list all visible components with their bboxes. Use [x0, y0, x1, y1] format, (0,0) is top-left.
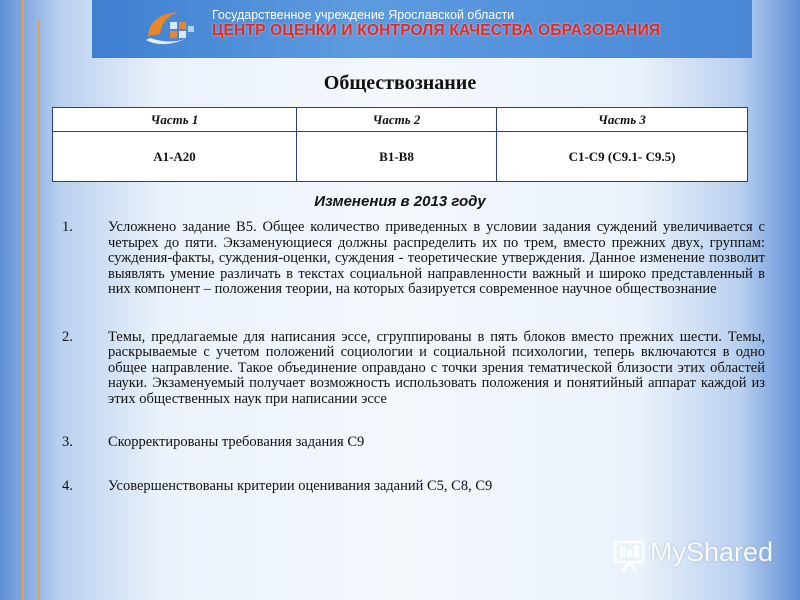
- list-item-number: 2.: [62, 328, 73, 345]
- list-item: [62, 479, 765, 495]
- decorative-line: [38, 20, 40, 600]
- table-cell: А1-А20: [53, 132, 297, 182]
- page-title: Обществознание: [323, 72, 477, 94]
- list-item-number: 3.: [62, 434, 73, 450]
- parts-table: [52, 107, 748, 182]
- presentation-icon: [612, 536, 646, 574]
- list-item-text: Усовершенствованы критерии оценивания заданий С5, С8, С9: [108, 477, 493, 494]
- center-logo-icon: [140, 6, 202, 52]
- list-item-text: Скорректированы требования задания С9: [108, 434, 365, 450]
- table-header-row: [53, 108, 748, 132]
- table-header-cell: Часть 3: [497, 108, 748, 132]
- section-title: Изменения в 2013 году: [314, 193, 486, 210]
- table-cell: С1-С9 (С9.1- С9.5): [497, 132, 748, 182]
- banner-title: ЦЕНТР ОЦЕНКИ И КОНТРОЛЯ КАЧЕСТВА ОБРАЗОВАНИЯ: [212, 22, 661, 39]
- banner-subtitle: Государственное учреждение Ярославской области: [212, 8, 515, 22]
- table-cell: В1-В8: [297, 132, 497, 182]
- watermark-text: MyShared: [650, 537, 774, 567]
- watermark: [612, 536, 782, 576]
- table-row: [53, 132, 748, 182]
- table-header-cell: Часть 1: [53, 108, 297, 132]
- table-header-cell: Часть 2: [297, 108, 497, 132]
- list-item-number: 4.: [62, 477, 73, 494]
- list-item: [62, 220, 765, 298]
- list-item: [62, 435, 765, 451]
- changes-list: [62, 220, 765, 494]
- list-item-text: Темы, предлагаемые для написания эссе, сгруппированы в пять блоков вместо прежних шести. Темы, раскрываемые с учетом положений социологии и социальной психологии, теперь включаются в одно общее направление. Такое объединение оправдано с точки зрения тематической близости этих областей науки. Экзаменуемый получает возможность использовать положения и понятийный аппарат каждой из этих общественных наук при написании эссе: [108, 328, 765, 407]
- list-item-number: 1.: [62, 219, 73, 235]
- header-banner: [92, 0, 752, 58]
- list-item-text: Усложнено задание В5. Общее количество приведенных в условии задания суждений увеличивается с четырех до пяти. Экзаменующиеся должны распределить их по трем, вместо прежних двух, группам: суждения-факты, суждения-оценки, суждения - теоретические утверждения. Данное изменение позволит выявлять умение различать в текстах социальной направленности важный и широко представленный в них компонент – положения теории, на которых базируется современное научное обществознание: [108, 219, 765, 297]
- list-item: [62, 330, 765, 408]
